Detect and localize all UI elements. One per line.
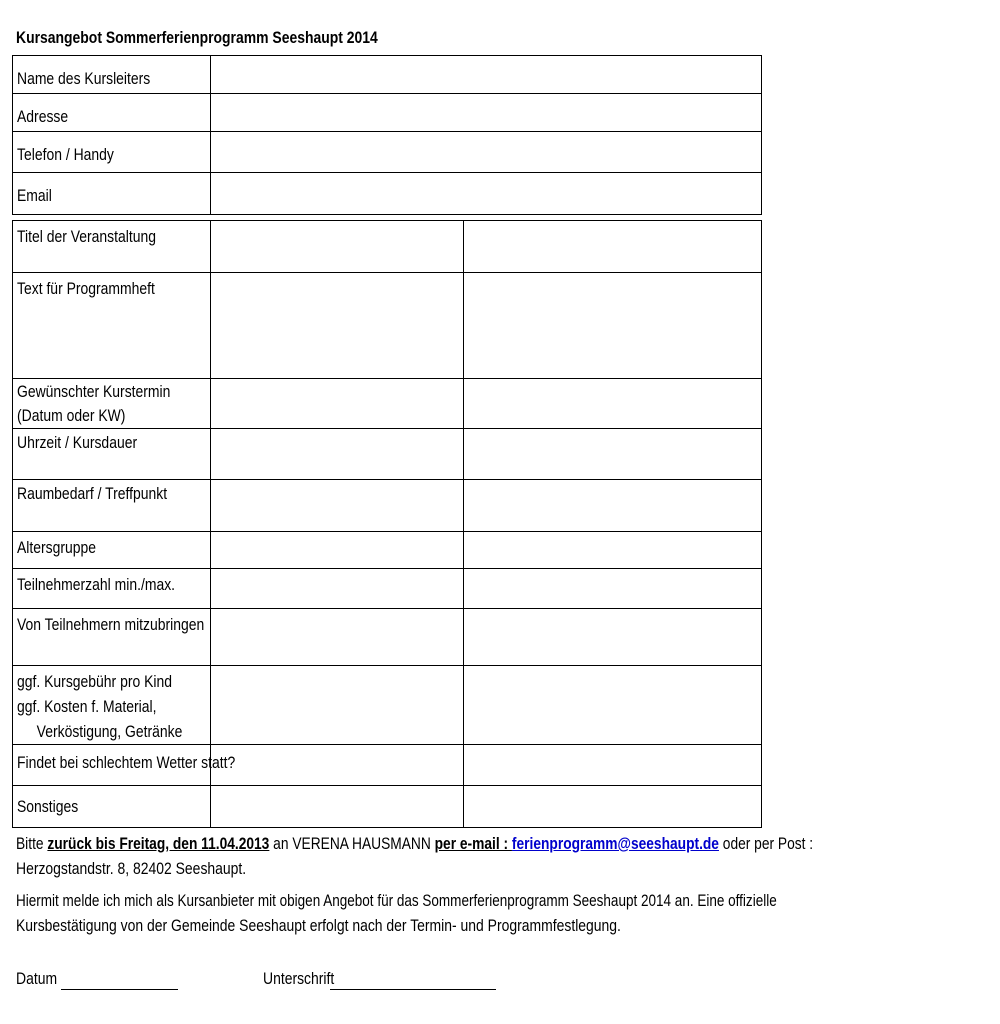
input-misc-2[interactable] (464, 786, 762, 828)
contact-table (12, 55, 762, 215)
input-name[interactable] (211, 56, 762, 94)
date-line[interactable] (61, 971, 178, 990)
row-time (13, 429, 762, 480)
row-name (13, 56, 762, 94)
input-weather-1[interactable] (211, 745, 464, 786)
page-title (16, 28, 457, 48)
input-title-2[interactable] (464, 221, 762, 273)
footer-line-1: Bitte zurück bis Freitag, den 11.04.2013 an VERENA HAUSMANN per e-mail : ferienprogramm@seeshaupt.de oder per Post : (16, 834, 814, 853)
input-title-1[interactable] (211, 221, 464, 273)
row-misc (13, 786, 762, 828)
date-label: Datum (16, 969, 58, 988)
input-weather-2[interactable] (464, 745, 762, 786)
row-room (13, 480, 762, 532)
input-misc-1[interactable] (211, 786, 464, 828)
input-room-1[interactable] (211, 480, 464, 532)
row-text (13, 273, 762, 379)
label-email: Email (13, 173, 211, 215)
input-age-2[interactable] (464, 532, 762, 569)
input-room-2[interactable] (464, 480, 762, 532)
label-title: Titel der Veranstaltung (13, 221, 211, 273)
label-fee: ggf. Kursgebühr pro Kind ggf. Kosten f. Material, Verköstigung, Getränke (13, 666, 211, 745)
deadline-text: zurück bis Freitag, den 11.04.2013 (47, 834, 270, 853)
input-phone[interactable] (211, 132, 762, 173)
input-time-2[interactable] (464, 429, 762, 480)
label-age: Altersgruppe (13, 532, 211, 569)
label-name: Name des Kursleiters (13, 56, 211, 94)
input-participants-2[interactable] (464, 569, 762, 609)
input-text-2[interactable] (464, 273, 762, 379)
signature-line[interactable] (330, 971, 496, 990)
label-participants: Teilnehmerzahl min./max. (13, 569, 211, 609)
footer-line-3: Hiermit melde ich mich als Kursanbieter mit obigen Angebot für das Sommerferienprogramm Seeshaupt 2014 an. Eine offizielle (16, 891, 777, 910)
label-phone: Telefon / Handy (13, 132, 211, 173)
label-text: Text für Programmheft (13, 273, 211, 379)
row-title (13, 221, 762, 273)
row-phone (13, 132, 762, 173)
input-date-2[interactable] (464, 379, 762, 429)
label-address: Adresse (13, 94, 211, 132)
label-weather: Findet bei schlechtem Wetter statt? (13, 745, 211, 786)
row-bring (13, 609, 762, 666)
input-date-1[interactable] (211, 379, 464, 429)
label-time: Uhrzeit / Kursdauer (13, 429, 211, 480)
row-age (13, 532, 762, 569)
footer-line-2: Herzogstandstr. 8, 82402 Seeshaupt. (16, 859, 247, 878)
input-time-1[interactable] (211, 429, 464, 480)
footer-line-4: Kursbestätigung von der Gemeinde Seeshaupt erfolgt nach der Termin- und Programmfestlegung. (16, 916, 621, 935)
input-bring-1[interactable] (211, 609, 464, 666)
input-bring-2[interactable] (464, 609, 762, 666)
input-email[interactable] (211, 173, 762, 215)
email-link[interactable]: ferienprogramm@seeshaupt.de (511, 834, 719, 853)
input-fee-1[interactable] (211, 666, 464, 745)
input-address[interactable] (211, 94, 762, 132)
signature-label: Unterschrift (263, 969, 335, 988)
title-text: Kursangebot Sommerferienprogramm Seeshaupt 2014 (16, 28, 378, 47)
row-weather (13, 745, 762, 786)
input-text-1[interactable] (211, 273, 464, 379)
input-participants-1[interactable] (211, 569, 464, 609)
label-misc: Sonstiges (13, 786, 211, 828)
row-date (13, 379, 762, 429)
row-participants (13, 569, 762, 609)
row-fee (13, 666, 762, 745)
input-age-1[interactable] (211, 532, 464, 569)
signature-row (16, 967, 66, 991)
input-fee-2[interactable] (464, 666, 762, 745)
course-table (12, 220, 762, 828)
row-address (13, 94, 762, 132)
label-bring: Von Teilnehmern mitzubringen (13, 609, 211, 666)
label-room: Raumbedarf / Treffpunkt (13, 480, 211, 532)
label-date: Gewünschter Kurstermin (Datum oder KW) (13, 379, 211, 429)
row-email (13, 173, 762, 215)
